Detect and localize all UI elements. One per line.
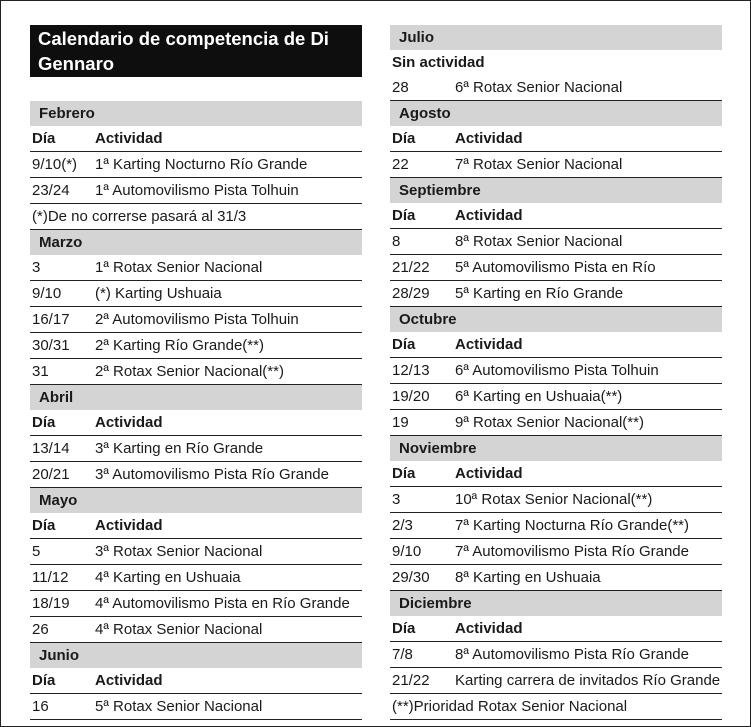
event-activity: 1ª Automovilismo Pista Tolhuin: [95, 182, 299, 199]
event-activity: 7ª Karting Nocturna Río Grande(**): [455, 517, 689, 534]
event-row: [30, 255, 362, 281]
left-column: [30, 25, 362, 720]
event-row: [30, 591, 362, 617]
event-activity: 3ª Karting en Río Grande: [95, 440, 264, 457]
event-row: [390, 384, 722, 410]
activity-column-header: Actividad: [95, 130, 163, 147]
event-row: [390, 410, 722, 436]
column-header-row: [390, 616, 722, 642]
event-activity: 1ª Rotax Senior Nacional: [95, 259, 263, 276]
column-header-row: [390, 461, 722, 487]
event-row: [30, 359, 362, 385]
event-activity: 8ª Karting en Ushuaia: [455, 569, 601, 586]
event-row: [30, 565, 362, 591]
event-day: 9/10(*): [32, 156, 78, 173]
event-activity: 5ª Karting en Río Grande: [455, 285, 624, 302]
event-activity: 3ª Rotax Senior Nacional: [95, 543, 263, 560]
month-header: Septiembre: [390, 178, 722, 203]
event-activity: 7ª Rotax Senior Nacional: [455, 156, 623, 173]
event-activity: 10ª Rotax Senior Nacional(**): [455, 491, 653, 508]
event-row: [30, 281, 362, 307]
event-day: 28/29: [392, 285, 430, 302]
month-header: Abril: [30, 385, 362, 410]
right-schedule: [390, 25, 722, 720]
day-column-header: Día: [392, 465, 416, 482]
activity-column-header: Actividad: [95, 517, 163, 534]
month-header: Agosto: [390, 101, 722, 126]
event-activity: 2ª Karting Río Grande(**): [95, 337, 264, 354]
event-row: [390, 565, 722, 591]
event-row: [30, 617, 362, 643]
page-title: Calendario de competencia de Di Gennaro: [30, 25, 362, 77]
event-activity: 8ª Automovilismo Pista Río Grande: [455, 646, 689, 663]
event-row: [390, 358, 722, 384]
event-day: 16/17: [32, 311, 70, 328]
event-row: [30, 462, 362, 488]
day-column-header: Día: [392, 336, 416, 353]
event-row: [30, 436, 362, 462]
event-day: 13/14: [32, 440, 70, 457]
activity-column-header: Actividad: [455, 620, 523, 637]
event-row: [390, 281, 722, 307]
event-day: 3: [32, 259, 41, 276]
event-row: [30, 694, 362, 720]
event-activity: 1ª Karting Nocturno Río Grande: [95, 156, 308, 173]
event-day: 19/20: [392, 388, 430, 405]
event-day: 12/13: [392, 362, 430, 379]
activity-column-header: Actividad: [455, 336, 523, 353]
event-day: 5: [32, 543, 41, 560]
event-day: 2/3: [392, 517, 413, 534]
day-column-header: Día: [392, 620, 416, 637]
day-column-header: Día: [32, 517, 56, 534]
event-day: 9/10: [392, 543, 422, 560]
event-day: 21/22: [392, 259, 430, 276]
event-activity: 5ª Rotax Senior Nacional: [95, 698, 263, 715]
event-row: [30, 178, 362, 204]
footnote: (*)De no correrse pasará al 31/3: [30, 204, 362, 230]
event-row: [390, 642, 722, 668]
event-day: 31: [32, 363, 49, 380]
event-day: 21/22: [392, 672, 430, 689]
day-column-header: Día: [392, 207, 416, 224]
event-activity: 6ª Automovilismo Pista Tolhuin: [455, 362, 659, 379]
event-row: [390, 152, 722, 178]
event-day: 9/10: [32, 285, 62, 302]
event-activity: Karting carrera de invitados Río Grande: [455, 672, 721, 689]
event-row: [390, 487, 722, 513]
column-header-row: [390, 203, 722, 229]
column-header-row: [30, 668, 362, 694]
event-day: 28: [392, 79, 409, 96]
right-column: [390, 25, 722, 720]
month-header: Julio: [390, 25, 722, 50]
day-column-header: Día: [32, 414, 56, 431]
activity-column-header: Actividad: [455, 130, 523, 147]
month-header: Junio: [30, 643, 362, 668]
event-activity: 4ª Rotax Senior Nacional: [95, 621, 263, 638]
event-activity: 4ª Karting en Ushuaia: [95, 569, 241, 586]
month-header: Mayo: [30, 488, 362, 513]
day-column-header: Día: [32, 130, 56, 147]
event-activity: 2ª Automovilismo Pista Tolhuin: [95, 311, 299, 328]
event-activity: 7ª Automovilismo Pista Río Grande: [455, 543, 689, 560]
event-row: [390, 229, 722, 255]
event-day: 23/24: [32, 182, 70, 199]
event-day: 11/12: [32, 569, 69, 586]
event-row: [30, 307, 362, 333]
no-activity-label: Sin actividad: [392, 54, 485, 71]
event-activity: (*) Karting Ushuaia: [95, 285, 222, 302]
event-row: [390, 255, 722, 281]
column-header-row: [30, 410, 362, 436]
month-header: Noviembre: [390, 436, 722, 461]
event-row: [390, 513, 722, 539]
column-header-row: [30, 126, 362, 152]
event-activity: 9ª Rotax Senior Nacional(**): [455, 414, 644, 431]
month-header: Febrero: [30, 101, 362, 126]
month-header: Diciembre: [390, 591, 722, 616]
footnote: (**)Prioridad Rotax Senior Nacional: [390, 694, 722, 720]
event-activity: 8ª Rotax Senior Nacional: [455, 233, 623, 250]
event-row: [390, 539, 722, 565]
event-day: 16: [32, 698, 49, 715]
event-day: 19: [392, 414, 409, 431]
event-row: [30, 333, 362, 359]
event-day: 18/19: [32, 595, 70, 612]
event-row: [30, 539, 362, 565]
event-activity: 6ª Rotax Senior Nacional: [455, 79, 623, 96]
event-day: 3: [392, 491, 401, 508]
event-day: 8: [392, 233, 401, 250]
day-column-header: Día: [392, 130, 416, 147]
event-day: 30/31: [32, 337, 70, 354]
event-day: 20/21: [32, 466, 70, 483]
event-day: 26: [32, 621, 49, 638]
activity-column-header: Actividad: [455, 207, 523, 224]
column-header-row: [30, 513, 362, 539]
activity-column-header: Actividad: [95, 672, 163, 689]
event-row: [30, 152, 362, 178]
activity-column-header: Actividad: [95, 414, 163, 431]
event-day: 29/30: [392, 569, 430, 586]
event-day: 7/8: [392, 646, 413, 663]
left-schedule: [30, 101, 362, 720]
column-header-row: [390, 126, 722, 152]
event-activity: 4ª Automovilismo Pista en Río Grande: [95, 595, 350, 612]
event-row: [390, 75, 722, 101]
event-day: 22: [392, 156, 409, 173]
month-header: Marzo: [30, 230, 362, 255]
event-activity: 2ª Rotax Senior Nacional(**): [95, 363, 284, 380]
month-header: Octubre: [390, 307, 722, 332]
day-column-header: Día: [32, 672, 56, 689]
column-header-row: [390, 332, 722, 358]
event-row: [390, 668, 722, 694]
event-activity: 3ª Automovilismo Pista Río Grande: [95, 466, 329, 483]
event-activity: 6ª Karting en Ushuaia(**): [455, 388, 623, 405]
event-activity: 5ª Automovilismo Pista en Río: [455, 259, 656, 276]
activity-column-header: Actividad: [455, 465, 523, 482]
